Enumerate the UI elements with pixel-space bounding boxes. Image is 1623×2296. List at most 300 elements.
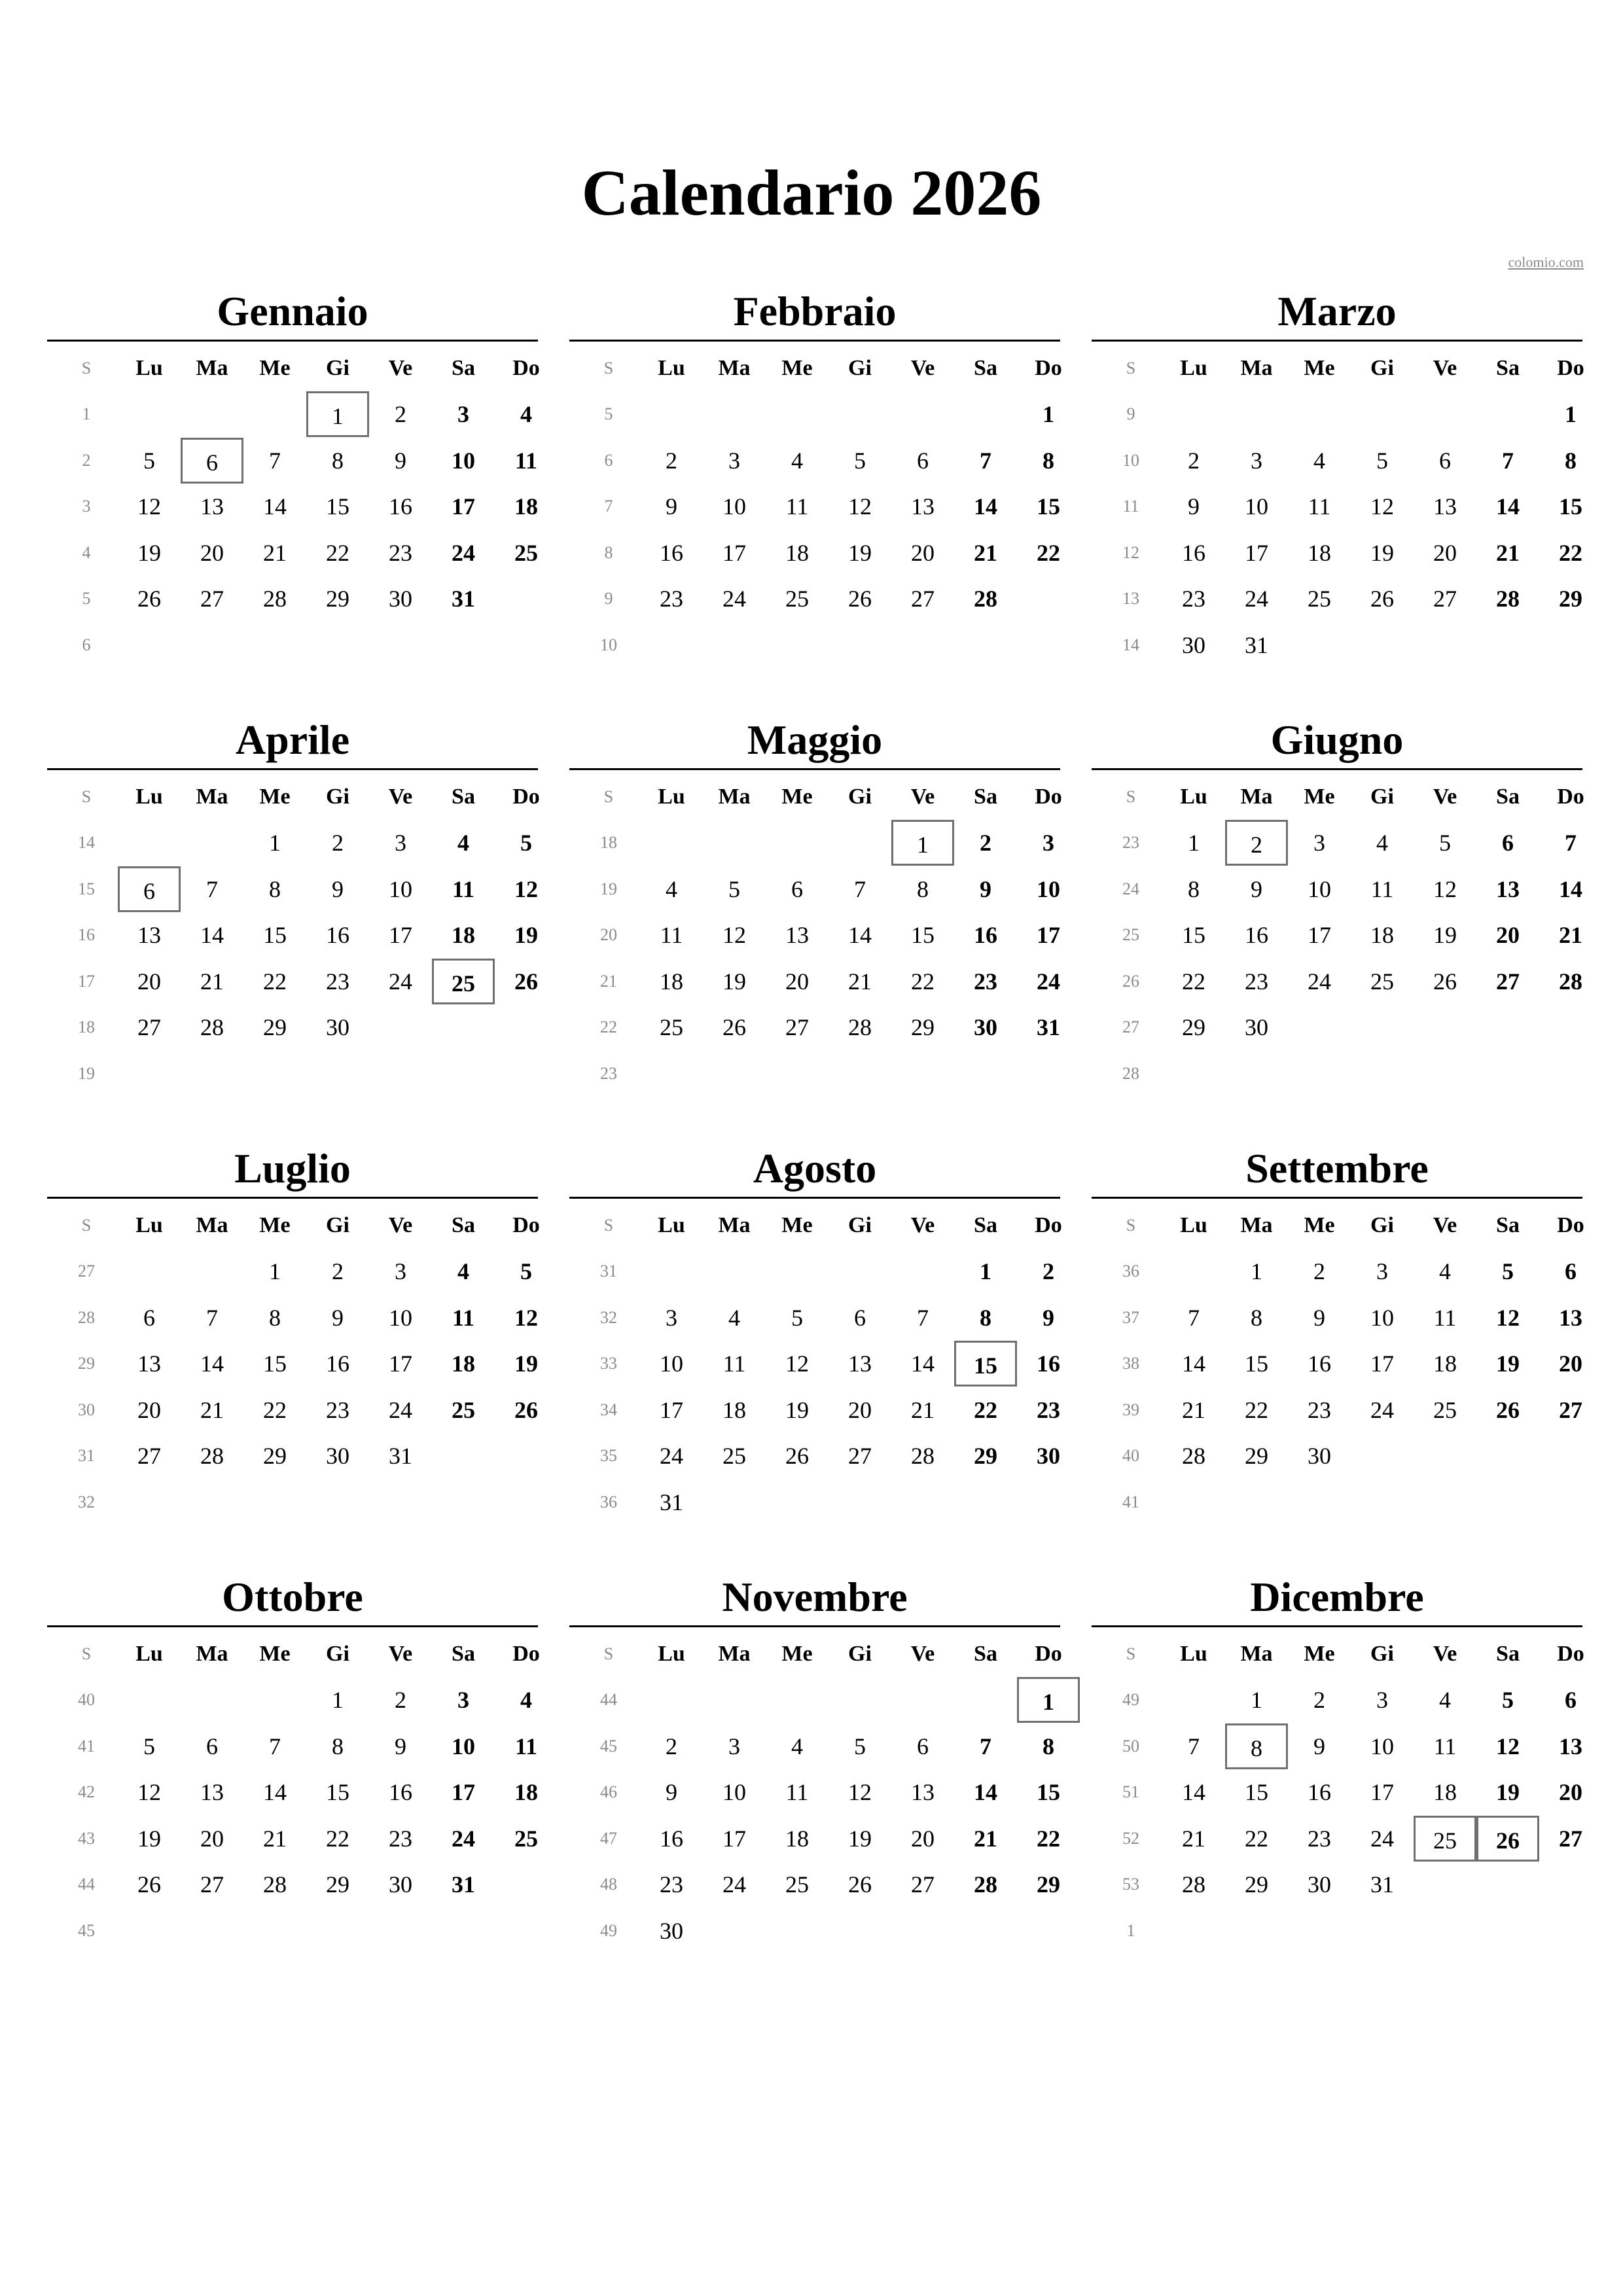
day-cell: 29: [1559, 586, 1582, 612]
day-cell: 23: [326, 968, 349, 995]
day-cell: 3: [395, 830, 406, 856]
day-cell: 24: [1370, 1396, 1394, 1423]
day-cell: 27: [1496, 968, 1520, 995]
weekday-header: Ve: [1433, 1213, 1457, 1237]
day-cell: 28: [1496, 586, 1520, 612]
month-divider: [47, 1197, 538, 1199]
week-number: 6: [82, 635, 91, 654]
week-number-header: S: [81, 1216, 92, 1235]
day-cell: 5: [1439, 830, 1451, 856]
day-cell: 27: [1559, 1825, 1582, 1852]
day-cell: 10: [1370, 1304, 1394, 1331]
day-cell: 4: [520, 1687, 532, 1713]
month-name: Luglio: [234, 1145, 351, 1192]
week-number: 28: [78, 1307, 95, 1327]
week-number: 1: [1126, 1920, 1135, 1940]
week-number: 4: [82, 542, 91, 562]
week-number: 7: [604, 497, 613, 516]
day-cell: 28: [200, 1443, 224, 1469]
week-number: 6: [604, 450, 613, 470]
day-cell: 30: [1182, 631, 1205, 658]
day-cell: 19: [785, 1396, 809, 1423]
day-cell: 28: [974, 586, 997, 612]
week-number-header: S: [1126, 359, 1136, 378]
day-cell: 24: [722, 1871, 746, 1898]
day-cell: 27: [1559, 1396, 1582, 1423]
week-number: 49: [600, 1920, 617, 1940]
weekday-header: Gi: [326, 1213, 349, 1237]
day-cell: 30: [1308, 1443, 1331, 1469]
day-cell: 14: [1182, 1779, 1205, 1805]
day-cell: 9: [332, 875, 344, 902]
day-cell: 2: [332, 830, 344, 856]
day-cell: 23: [389, 1825, 412, 1852]
week-number-header: S: [81, 787, 92, 806]
week-number: 51: [1122, 1782, 1139, 1801]
weekday-header: Ma: [196, 1642, 228, 1666]
day-cell: 4: [457, 1258, 469, 1284]
week-number: 34: [600, 1400, 617, 1419]
month-settembre: [1092, 1145, 1582, 1538]
day-cell: 3: [1043, 830, 1054, 856]
day-cell: 6: [1439, 447, 1451, 474]
day-cell: 18: [514, 493, 538, 520]
day-cell: 6: [854, 1304, 866, 1331]
day-cell: 1: [269, 1258, 281, 1284]
weekday-header: Sa: [974, 356, 997, 380]
day-cell: 26: [1433, 968, 1457, 995]
month-febbraio: [569, 288, 1060, 680]
week-number: 38: [1122, 1354, 1139, 1373]
month-name: Dicembre: [1250, 1574, 1424, 1620]
day-cell: 14: [1182, 1351, 1205, 1377]
day-cell: 18: [1433, 1779, 1457, 1805]
week-number-header: S: [603, 359, 614, 378]
day-cell: 15: [1037, 493, 1060, 520]
weekday-header: Me: [781, 1213, 813, 1237]
month-divider: [569, 1197, 1060, 1199]
week-number-header: S: [603, 1644, 614, 1663]
weekday-header: Do: [1035, 1642, 1062, 1666]
day-cell: 12: [1370, 493, 1394, 520]
day-cell: 11: [660, 922, 683, 948]
day-cell: 6: [1565, 1687, 1577, 1713]
day-cell: 25: [660, 1014, 683, 1040]
day-cell: 9: [666, 493, 677, 520]
day-cell: 3: [1376, 1687, 1388, 1713]
day-cell: 12: [514, 1304, 538, 1331]
weekday-header: Lu: [135, 1213, 163, 1237]
week-number: 40: [1122, 1446, 1139, 1465]
day-cell: 16: [1245, 922, 1268, 948]
weekday-header: Do: [1557, 356, 1584, 380]
week-number: 24: [1122, 879, 1139, 898]
week-number-header: S: [81, 1644, 92, 1663]
day-cell: 11: [452, 1304, 474, 1331]
day-cell: 4: [520, 401, 532, 427]
month-divider: [47, 768, 538, 770]
week-number: 53: [1122, 1875, 1139, 1894]
day-cell: 27: [137, 1443, 161, 1469]
weekday-header: Gi: [848, 1213, 872, 1237]
day-cell: 28: [1182, 1443, 1205, 1469]
day-cell: 19: [722, 968, 746, 995]
day-cell: 20: [200, 539, 224, 566]
weekday-header: Me: [259, 785, 291, 809]
day-cell: 10: [1370, 1733, 1394, 1759]
day-cell: 11: [1370, 875, 1394, 902]
day-cell: 13: [137, 922, 161, 948]
day-cell: 14: [911, 1351, 935, 1377]
day-cell: 15: [911, 922, 935, 948]
day-cell: 3: [457, 1687, 469, 1713]
weekday-header: Do: [1557, 1213, 1584, 1237]
day-cell: 12: [785, 1351, 809, 1377]
weekday-header: Sa: [974, 1213, 997, 1237]
day-cell: 17: [389, 1351, 412, 1377]
holiday-day-cell: 15: [954, 1341, 1017, 1386]
week-number: 11: [1122, 497, 1139, 516]
day-cell: 20: [785, 968, 809, 995]
day-cell: 3: [728, 1733, 740, 1759]
day-cell: 12: [848, 493, 872, 520]
day-cell: 16: [660, 539, 683, 566]
weekday-header: Me: [781, 1642, 813, 1666]
day-cell: 22: [911, 968, 935, 995]
day-cell: 25: [514, 539, 538, 566]
day-cell: 8: [917, 875, 929, 902]
day-cell: 17: [1037, 922, 1060, 948]
day-cell: 5: [143, 1733, 155, 1759]
month-name: Febbraio: [733, 288, 897, 334]
day-cell: 19: [1433, 922, 1457, 948]
weekday-header: Me: [259, 356, 291, 380]
weekday-header: Do: [1557, 785, 1584, 809]
week-number: 19: [600, 879, 617, 898]
day-cell: 15: [1245, 1779, 1268, 1805]
day-cell: 27: [1433, 586, 1457, 612]
holiday-day-cell: 25: [432, 959, 495, 1004]
day-cell: 29: [974, 1443, 997, 1469]
day-cell: 13: [1559, 1733, 1582, 1759]
day-cell: 22: [263, 968, 287, 995]
day-cell: 22: [974, 1396, 997, 1423]
weekday-header: Gi: [326, 785, 349, 809]
day-cell: 18: [1308, 539, 1331, 566]
day-cell: 5: [728, 875, 740, 902]
week-number-header: S: [603, 1216, 614, 1235]
day-cell: 8: [1565, 447, 1577, 474]
week-number: 1: [82, 404, 91, 423]
day-cell: 12: [848, 1779, 872, 1805]
weekday-header: Ma: [196, 785, 228, 809]
day-cell: 10: [1308, 875, 1331, 902]
weekday-header: Ve: [910, 1642, 935, 1666]
week-number: 5: [82, 589, 91, 608]
day-cell: 21: [200, 1396, 224, 1423]
month-maggio: [569, 716, 1060, 1109]
day-cell: 13: [911, 493, 935, 520]
day-cell: 4: [1439, 1687, 1451, 1713]
week-number: 52: [1122, 1828, 1139, 1848]
week-number: 18: [600, 833, 617, 852]
day-cell: 19: [514, 922, 538, 948]
day-cell: 23: [660, 1871, 683, 1898]
day-cell: 12: [1496, 1733, 1520, 1759]
day-cell: 20: [911, 1825, 935, 1852]
week-number: 50: [1122, 1736, 1139, 1756]
day-cell: 20: [1433, 539, 1457, 566]
day-cell: 17: [722, 1825, 746, 1852]
day-cell: 2: [980, 830, 991, 856]
day-cell: 1: [1043, 401, 1054, 427]
day-cell: 11: [452, 875, 474, 902]
day-cell: 4: [1313, 447, 1325, 474]
weekday-header: Sa: [452, 356, 475, 380]
day-cell: 7: [1565, 830, 1577, 856]
watermark-link[interactable]: colomio.com: [1508, 254, 1584, 270]
day-cell: 24: [722, 586, 746, 612]
day-cell: 19: [514, 1351, 538, 1377]
day-cell: 6: [1502, 830, 1514, 856]
month-divider: [1092, 340, 1582, 342]
day-cell: 27: [911, 586, 935, 612]
week-number: 44: [600, 1690, 617, 1709]
day-cell: 5: [143, 447, 155, 474]
day-cell: 8: [1251, 1304, 1262, 1331]
holiday-day-cell: 1: [306, 391, 369, 437]
week-number: 45: [600, 1736, 617, 1756]
day-cell: 21: [1182, 1396, 1205, 1423]
day-cell: 10: [1037, 875, 1060, 902]
day-cell: 11: [785, 493, 809, 520]
day-cell: 12: [1496, 1304, 1520, 1331]
day-cell: 9: [395, 447, 406, 474]
weekday-header: Do: [512, 1642, 540, 1666]
day-cell: 23: [326, 1396, 349, 1423]
week-number: 10: [1122, 450, 1139, 470]
weekday-header: Do: [1035, 356, 1062, 380]
week-number: 42: [78, 1782, 95, 1801]
week-number: 5: [604, 404, 613, 423]
weekday-header: Do: [1035, 785, 1062, 809]
day-cell: 18: [660, 968, 683, 995]
day-cell: 1: [332, 1687, 344, 1713]
day-cell: 7: [1188, 1304, 1200, 1331]
day-cell: 28: [263, 586, 287, 612]
day-cell: 4: [666, 875, 677, 902]
day-cell: 11: [1308, 493, 1331, 520]
weekday-header: Lu: [1180, 356, 1207, 380]
day-cell: 20: [1559, 1779, 1582, 1805]
day-cell: 16: [389, 1779, 412, 1805]
day-cell: 14: [1496, 493, 1520, 520]
day-cell: 17: [1370, 1779, 1394, 1805]
day-cell: 13: [1559, 1304, 1582, 1331]
day-cell: 25: [785, 586, 809, 612]
week-number: 13: [1122, 589, 1139, 608]
holiday-day-cell: 1: [1017, 1677, 1080, 1723]
day-cell: 1: [1565, 401, 1577, 427]
week-number: 39: [1122, 1400, 1139, 1419]
weekday-header: Ve: [388, 1642, 413, 1666]
day-cell: 23: [1037, 1396, 1060, 1423]
day-cell: 9: [1313, 1733, 1325, 1759]
day-cell: 17: [389, 922, 412, 948]
weekday-header: Sa: [1496, 1642, 1520, 1666]
weekday-header: Ve: [388, 785, 413, 809]
day-cell: 29: [1037, 1871, 1060, 1898]
day-cell: 14: [200, 922, 224, 948]
week-number: 46: [600, 1782, 617, 1801]
day-cell: 7: [980, 1733, 991, 1759]
holiday-day-cell: 6: [181, 438, 243, 484]
day-cell: 3: [1251, 447, 1262, 474]
weekday-header: Me: [259, 1642, 291, 1666]
weekday-header: Me: [1304, 356, 1335, 380]
day-cell: 13: [200, 1779, 224, 1805]
day-cell: 7: [917, 1304, 929, 1331]
day-cell: 18: [452, 1351, 475, 1377]
day-cell: 21: [1559, 922, 1582, 948]
day-cell: 8: [980, 1304, 991, 1331]
day-cell: 9: [1043, 1304, 1054, 1331]
week-number: 48: [600, 1875, 617, 1894]
holiday-day-cell: 26: [1476, 1816, 1539, 1862]
holiday-day-cell: 1: [891, 820, 954, 866]
day-cell: 16: [389, 493, 412, 520]
day-cell: 7: [980, 447, 991, 474]
day-cell: 28: [911, 1443, 935, 1469]
month-name: Maggio: [747, 716, 883, 763]
day-cell: 14: [974, 1779, 997, 1805]
week-number: 17: [78, 971, 95, 991]
day-cell: 24: [389, 1396, 412, 1423]
day-cell: 7: [854, 875, 866, 902]
day-cell: 3: [666, 1304, 677, 1331]
day-cell: 30: [1308, 1871, 1331, 1898]
week-number: 31: [78, 1446, 95, 1465]
day-cell: 31: [660, 1489, 683, 1515]
day-cell: 21: [263, 539, 287, 566]
weekday-header: Lu: [658, 1213, 685, 1237]
day-cell: 21: [1496, 539, 1520, 566]
day-cell: 4: [1439, 1258, 1451, 1284]
day-cell: 2: [395, 401, 406, 427]
day-cell: 22: [1245, 1825, 1268, 1852]
week-number: 3: [82, 497, 91, 516]
month-name: Aprile: [235, 716, 350, 763]
day-cell: 2: [332, 1258, 344, 1284]
week-number: 14: [78, 833, 95, 852]
day-cell: 19: [1496, 1351, 1520, 1377]
week-number-header: S: [1126, 787, 1136, 806]
day-cell: 29: [1245, 1443, 1268, 1469]
month-marzo: [1092, 288, 1582, 680]
day-cell: 22: [263, 1396, 287, 1423]
day-cell: 24: [1037, 968, 1060, 995]
weekday-header: Me: [1304, 1213, 1335, 1237]
day-cell: 10: [389, 1304, 412, 1331]
month-name: Settembre: [1245, 1145, 1429, 1192]
day-cell: 26: [137, 1871, 161, 1898]
week-number: 49: [1122, 1690, 1139, 1709]
weekday-header: Lu: [135, 785, 163, 809]
day-cell: 31: [1037, 1014, 1060, 1040]
day-cell: 9: [332, 1304, 344, 1331]
day-cell: 31: [452, 1871, 475, 1898]
day-cell: 22: [326, 539, 349, 566]
day-cell: 20: [848, 1396, 872, 1423]
day-cell: 22: [1182, 968, 1205, 995]
day-cell: 21: [263, 1825, 287, 1852]
day-cell: 3: [395, 1258, 406, 1284]
day-cell: 4: [728, 1304, 740, 1331]
day-cell: 8: [1043, 447, 1054, 474]
day-cell: 5: [1376, 447, 1388, 474]
day-cell: 23: [1308, 1396, 1331, 1423]
day-cell: 17: [1308, 922, 1331, 948]
week-number: 2: [82, 450, 91, 470]
week-number: 9: [604, 589, 613, 608]
month-divider: [47, 1625, 538, 1627]
weekday-header: Lu: [658, 1642, 685, 1666]
weekday-header: Me: [781, 785, 813, 809]
day-cell: 29: [263, 1443, 287, 1469]
week-number: 41: [1122, 1492, 1139, 1511]
day-cell: 16: [1308, 1351, 1331, 1377]
day-cell: 9: [1188, 493, 1200, 520]
week-number: 26: [1122, 971, 1139, 991]
day-cell: 22: [326, 1825, 349, 1852]
day-cell: 24: [660, 1443, 683, 1469]
day-cell: 14: [263, 1779, 287, 1805]
day-cell: 21: [1182, 1825, 1205, 1852]
day-cell: 9: [666, 1779, 677, 1805]
day-cell: 6: [791, 875, 803, 902]
week-number: 25: [1122, 925, 1139, 944]
weekday-header: Ve: [910, 356, 935, 380]
day-cell: 22: [1037, 539, 1060, 566]
weekday-header: Sa: [1496, 1213, 1520, 1237]
day-cell: 1: [980, 1258, 991, 1284]
day-cell: 14: [263, 493, 287, 520]
weekday-header: Ve: [1433, 1642, 1457, 1666]
weekday-header: Gi: [848, 785, 872, 809]
weekday-header: Do: [512, 1213, 540, 1237]
weekday-header: Ma: [718, 356, 751, 380]
day-cell: 24: [452, 539, 475, 566]
week-number: 27: [1122, 1017, 1139, 1036]
weekday-header: Lu: [658, 356, 685, 380]
day-cell: 31: [1370, 1871, 1394, 1898]
month-divider: [569, 1625, 1060, 1627]
week-number: 15: [78, 879, 95, 898]
weekday-header: Gi: [1370, 1213, 1394, 1237]
day-cell: 20: [137, 968, 161, 995]
day-cell: 23: [1308, 1825, 1331, 1852]
week-number: 14: [1122, 635, 1139, 654]
day-cell: 2: [1043, 1258, 1054, 1284]
day-cell: 28: [974, 1871, 997, 1898]
holiday-day-cell: 2: [1225, 820, 1288, 866]
week-number: 36: [600, 1492, 617, 1511]
day-cell: 6: [917, 1733, 929, 1759]
day-cell: 5: [1502, 1687, 1514, 1713]
weekday-header: Lu: [1180, 1642, 1207, 1666]
day-cell: 30: [326, 1014, 349, 1040]
day-cell: 16: [1308, 1779, 1331, 1805]
